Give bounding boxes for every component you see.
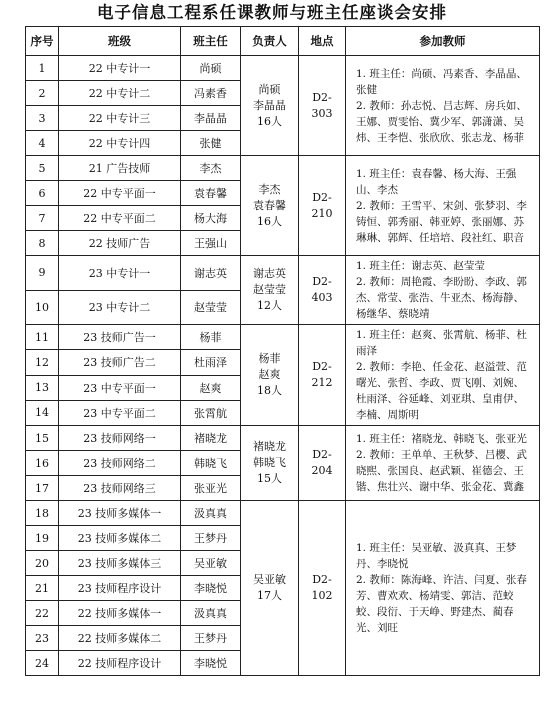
teachers-line: 2. 教师：孙志悦、吕志辉、房兵如、王娜、贾雯怡、冀少军、郭潇潇、吴炜、王李恺、张欣欣、张志龙、杨菲 [356, 99, 527, 144]
teachers-line: 1. 班主任：吴亚敏、汲真真、王梦丹、李晓悦 [356, 542, 517, 570]
group-owner [241, 56, 299, 156]
head-teacher: 张健 [181, 131, 241, 156]
row-number: 10 [26, 290, 59, 325]
group-owner-line: 16人 [257, 214, 282, 228]
head-teacher: 王梦丹 [181, 626, 241, 651]
teachers-line: 2. 教师：李艳、任金花、赵溢萱、范曙光、张哲、李政、贾飞刚、刘婉、杜雨泽、谷延峰、刘亚琪、皇甫伊、李楠、周斯明 [356, 361, 527, 421]
class-name: 23 中专平面二 [59, 400, 181, 425]
table-row [26, 256, 540, 291]
row-number: 5 [26, 156, 59, 181]
head-teacher: 李晓悦 [181, 651, 241, 676]
group-owner-line: 李杰 [258, 182, 281, 196]
class-name: 23 技师广告二 [59, 350, 181, 375]
row-number: 3 [26, 106, 59, 131]
class-name: 23 技师多媒体三 [59, 551, 181, 576]
teachers-line: 2. 教师：王单单、王秋梦、吕樱、武晓熙、张国良、赵武颖、崔德会、王锴、焦壮兴、谢中华、张金花、冀鑫 [356, 449, 527, 493]
class-name: 22 中专计四 [59, 131, 181, 156]
group-teachers [346, 325, 540, 426]
group-location: D2-212 [299, 325, 346, 426]
column-header-location: 地点 [299, 27, 346, 56]
group-owner-line: 李晶晶 [253, 98, 286, 112]
row-number: 20 [26, 551, 59, 576]
class-name: 22 中专计三 [59, 106, 181, 131]
group-owner-line: 尚硕 [258, 82, 281, 96]
group-owner-line: 16人 [257, 114, 282, 128]
head-teacher: 李杰 [181, 156, 241, 181]
group-owner-line: 赵莹莹 [253, 283, 286, 296]
class-name: 22 中专计一 [59, 56, 181, 81]
schedule-table [25, 26, 540, 676]
group-location: D2-210 [299, 156, 346, 256]
group-owner-line: 17人 [257, 589, 282, 602]
row-number: 1 [26, 56, 59, 81]
row-number: 13 [26, 375, 59, 400]
head-teacher: 张霄航 [181, 400, 241, 425]
head-teacher: 冯素香 [181, 81, 241, 106]
group-teachers [346, 156, 540, 256]
class-name: 23 技师多媒体二 [59, 526, 181, 551]
group-owner [241, 156, 299, 256]
group-teachers [346, 256, 540, 325]
group-owner [241, 501, 299, 676]
group-owner-line: 15人 [257, 472, 282, 485]
column-header-class: 班级 [59, 27, 181, 56]
head-teacher: 李晶晶 [181, 106, 241, 131]
class-name: 23 中专平面一 [59, 375, 181, 400]
group-location: D2-303 [299, 56, 346, 156]
row-number: 18 [26, 501, 59, 526]
row-number: 12 [26, 350, 59, 375]
row-number: 23 [26, 626, 59, 651]
head-teacher: 袁春馨 [181, 181, 241, 206]
head-teacher: 褚晓龙 [181, 426, 241, 451]
table-row [26, 501, 540, 526]
head-teacher: 李晓悦 [181, 576, 241, 601]
group-owner [241, 426, 299, 501]
row-number: 17 [26, 476, 59, 501]
teachers-line: 1. 班主任：赵爽、张霄航、杨菲、杜雨泽 [356, 329, 527, 357]
row-number: 16 [26, 451, 59, 476]
group-location: D2-403 [299, 256, 346, 325]
group-owner-line: 赵爽 [258, 368, 281, 381]
group-teachers [346, 426, 540, 501]
class-name: 23 技师网络二 [59, 451, 181, 476]
group-owner-line: 12人 [257, 299, 282, 312]
class-name: 21 广告技师 [59, 156, 181, 181]
head-teacher: 汲真真 [181, 601, 241, 626]
class-name: 23 技师程序设计 [59, 576, 181, 601]
group-owner-line: 吴亚敏 [253, 573, 286, 586]
row-number: 21 [26, 576, 59, 601]
class-name: 22 中专平面一 [59, 181, 181, 206]
column-header-owner: 负责人 [241, 27, 299, 56]
class-name: 22 技师多媒体一 [59, 601, 181, 626]
table-row [26, 426, 540, 451]
class-name: 23 技师多媒体一 [59, 501, 181, 526]
teachers-line: 2. 教师：陈海峰、许洁、闫夏、张春芳、曹欢欢、杨靖雯、郭洁、范蛟蛟、段衍、于天峥、野建杰、蔺春光、刘旺 [356, 574, 527, 634]
row-number: 14 [26, 400, 59, 425]
column-header-teachers: 参加教师 [346, 27, 540, 56]
head-teacher: 王强山 [181, 231, 241, 256]
header-row [26, 27, 540, 56]
head-teacher: 杜雨泽 [181, 350, 241, 375]
row-number: 11 [26, 325, 59, 350]
class-name: 22 中专计二 [59, 81, 181, 106]
row-number: 4 [26, 131, 59, 156]
group-teachers [346, 501, 540, 676]
class-name: 22 中专平面二 [59, 206, 181, 231]
row-number: 15 [26, 426, 59, 451]
row-number: 6 [26, 181, 59, 206]
head-teacher: 赵爽 [181, 375, 241, 400]
teachers-line: 2. 教师：王雪平、宋剑、张梦羽、李铸恒、郭秀丽、韩亚婷、张丽娜、苏琳琳、郭辉、任培培、段社红、职音 [356, 199, 527, 244]
table-body [26, 56, 540, 676]
column-header-head-teacher: 班主任 [181, 27, 241, 56]
column-header-no: 序号 [26, 27, 59, 56]
row-number: 19 [26, 526, 59, 551]
head-teacher: 杨菲 [181, 325, 241, 350]
teachers-line: 1. 班主任：谢志英、赵莹莹 [356, 260, 485, 272]
group-location: D2-102 [299, 501, 346, 676]
group-location: D2-204 [299, 426, 346, 501]
table-row [26, 325, 540, 350]
class-name: 23 技师网络一 [59, 426, 181, 451]
class-name: 22 技师广告 [59, 231, 181, 256]
row-number: 22 [26, 601, 59, 626]
head-teacher: 张亚光 [181, 476, 241, 501]
class-name: 23 中专计二 [59, 290, 181, 325]
head-teacher: 韩晓飞 [181, 451, 241, 476]
teachers-line: 1. 班主任：褚晓龙、韩晓飞、张亚光 [356, 433, 527, 445]
group-owner-line: 杨菲 [258, 352, 281, 365]
class-name: 22 技师多媒体二 [59, 626, 181, 651]
teachers-line: 1. 班主任：袁春馨、杨大海、王强山、李杰 [356, 167, 517, 196]
head-teacher: 谢志英 [181, 256, 241, 291]
table-row [26, 156, 540, 181]
row-number: 8 [26, 231, 59, 256]
group-owner-line: 袁春馨 [253, 198, 286, 212]
head-teacher: 杨大海 [181, 206, 241, 231]
head-teacher: 尚硕 [181, 56, 241, 81]
group-owner [241, 256, 299, 325]
group-teachers [346, 56, 540, 156]
row-number: 2 [26, 81, 59, 106]
row-number: 9 [26, 256, 59, 291]
group-owner-line: 褚晓龙 [253, 440, 286, 453]
row-number: 24 [26, 651, 59, 676]
table-row [26, 56, 540, 81]
group-owner [241, 325, 299, 426]
head-teacher: 汲真真 [181, 501, 241, 526]
group-owner-line: 韩晓飞 [253, 456, 286, 469]
page-title: 电子信息工程系任课教师与班主任座谈会安排 [97, 3, 447, 22]
class-name: 23 技师广告一 [59, 325, 181, 350]
head-teacher: 赵莹莹 [181, 290, 241, 325]
teachers-line: 2. 教师：周艳霞、李盼盼、李政、郭杰、常莹、张浩、牛亚杰、杨海静、杨继华、蔡晓靖 [356, 276, 527, 320]
teachers-line: 1. 班主任：尚硕、冯素香、李晶晶、张健 [356, 67, 527, 96]
class-name: 23 技师网络三 [59, 476, 181, 501]
class-name: 22 技师程序设计 [59, 651, 181, 676]
group-owner-line: 18人 [257, 384, 282, 397]
head-teacher: 吴亚敏 [181, 551, 241, 576]
head-teacher: 王梦丹 [181, 526, 241, 551]
row-number: 7 [26, 206, 59, 231]
group-owner-line: 谢志英 [253, 267, 286, 280]
class-name: 23 中专计一 [59, 256, 181, 291]
